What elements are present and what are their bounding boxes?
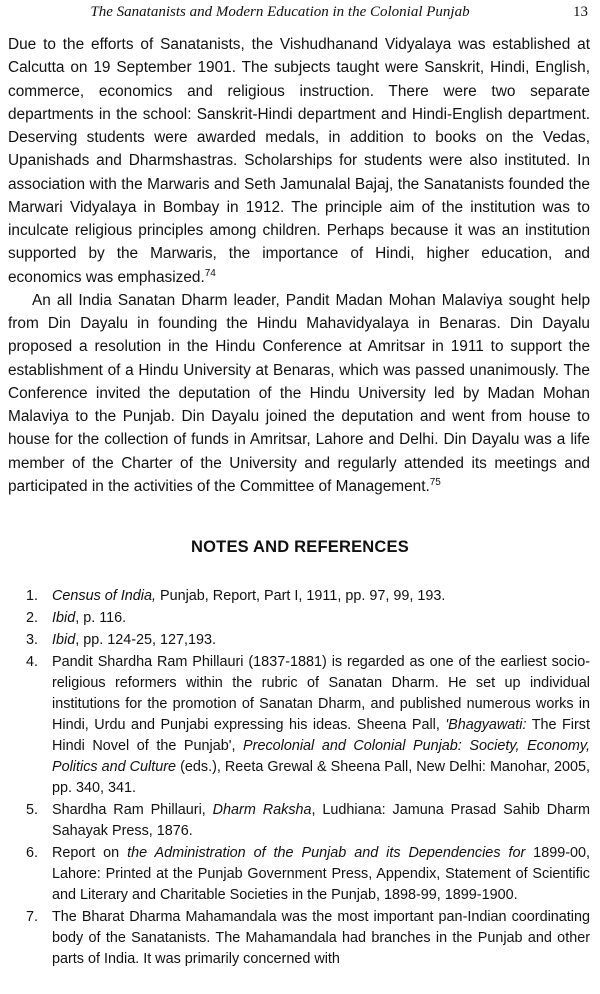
note-citation-title: Census of India,	[52, 588, 156, 604]
note-text	[52, 630, 590, 651]
note-item	[26, 907, 590, 970]
note-item	[26, 800, 590, 842]
note-citation-title: Precolonial and Colonial Punjab: Society, Economy, Politics and Culture	[52, 738, 590, 775]
note-number: 4.	[26, 654, 39, 670]
note-text	[52, 907, 590, 970]
note-item	[26, 843, 590, 906]
note-item	[26, 586, 590, 607]
note-text-segment: (eds.), Reeta Grewal & Sheena Pall, New Delhi: Manohar, 2005, pp. 340, 341.	[52, 759, 590, 796]
note-number: 7.	[26, 909, 39, 925]
note-citation-title: Ibid	[52, 610, 76, 626]
page-header	[0, 0, 600, 28]
note-text-segment: 1899-00, Lahore: Printed at the Punjab Government Press, Appendix, Statement of Scientific and Literary and Charitable Societies in the Punjab, 1898-99, 1899-1900.	[52, 845, 590, 903]
note-text	[52, 586, 590, 607]
note-text	[52, 843, 590, 906]
paragraph-text: Due to the efforts of Sanatanists, the Vishudhanand Vidyalaya was established at Calcutta on 19 September 1901. The subjects taught were Sanskrit, Hindi, English, commerce, economics and religious instruction. There were two separate departments in the school: Sanskrit-Hindi department and Hindi-English department. Deserving students were awarded medals, in addition to books on the Vedas, Upanishads and Dharmshastras. Scholarships for students were also instituted. In association with the Marwaris and Seth Jamunalal Bajaj, the Sanatanists founded the Marwari Vidyalaya in Bombay in 1912. The principle aim of the institution was to inculcate religious principles among children. Perhaps because it was an institution supported by the Marwaris, the importance of Hindi, higher education, and economics was emphasized.	[8, 36, 590, 286]
notes-list	[26, 586, 590, 971]
note-number: 1.	[26, 588, 39, 604]
note-citation-title: Dharm Raksha	[212, 802, 312, 818]
note-text-segment: Pandit Shardha Ram Phillauri (1837-1881) is regarded as one of the earliest socio-religious reformers within the rubric of Sanatan Dharm. He set up individual institutions for the promotion of Sanatan Dharm, and published numerous works in Hindi, Urdu and Punjabi expressing his ideas. Sheena Pall,	[52, 654, 590, 733]
footnote-marker: 75	[429, 476, 441, 488]
note-number: 5.	[26, 802, 39, 818]
running-head: The Sanatanists and Modern Education in the Colonial Punjab	[90, 4, 470, 20]
note-text-segment: , Ludhiana: Jamuna Prasad Sahib Dharm Sahayak Press, 1876.	[52, 802, 590, 839]
note-citation-title: 'Bhagyawati:	[445, 717, 527, 733]
note-text	[52, 608, 590, 629]
note-item	[26, 608, 590, 629]
paragraph-text: An all India Sanatan Dharm leader, Pandit Madan Mohan Malaviya sought help from Din Dayalu in founding the Hindu Mahavidyalaya in Benaras. Din Dayalu proposed a resolution in the Hindu Conference at Amritsar in 1911 to support the establishment of a Hindu University at Benaras, which was passed unanimously. The Conference invited the deputation of the Hindu University led by Madan Mohan Malaviya to the Punjab. Din Dayalu joined the deputation and went from house to house for the collection of funds in Amritsar, Lahore and Delhi. Din Dayalu was a life member of the Charter of the University and regularly attended its meetings and participated in the activities of the Committee of Management.	[8, 291, 590, 495]
note-number: 6.	[26, 845, 39, 861]
note-text-segment: The Bharat Dharma Mahamandala was the most important pan-Indian coordinating body of the Sanatanists. The Mahamandala had branches in the Punjab and other parts of India. It was primarily concerned with	[52, 909, 590, 967]
note-text	[52, 800, 590, 842]
note-text-segment: Shardha Ram Phillauri,	[52, 802, 213, 818]
note-text-segment: Punjab, Report, Part I, 1911, pp. 97, 99, 193.	[156, 588, 446, 604]
note-number: 2.	[26, 610, 39, 626]
footnote-marker: 74	[204, 267, 216, 279]
notes-heading: NOTES AND REFERENCES	[191, 538, 409, 556]
note-citation-title: the Administration of the Punjab and its Dependencies for	[127, 845, 526, 861]
note-item	[26, 652, 590, 799]
note-text-segment: The First Hindi Novel of the Punjab',	[52, 717, 590, 754]
note-item	[26, 630, 590, 651]
note-citation-title: Ibid	[52, 632, 76, 648]
note-number: 3.	[26, 632, 39, 648]
paragraph	[8, 33, 590, 289]
note-text-segment: , pp. 124-25, 127,193.	[75, 632, 217, 648]
note-text-segment: , p. 116.	[75, 610, 127, 626]
body-text	[8, 33, 590, 498]
note-text-segment: Report on	[52, 845, 128, 861]
paragraph	[8, 289, 590, 498]
note-text	[52, 652, 590, 799]
page-number: 13	[573, 4, 588, 20]
